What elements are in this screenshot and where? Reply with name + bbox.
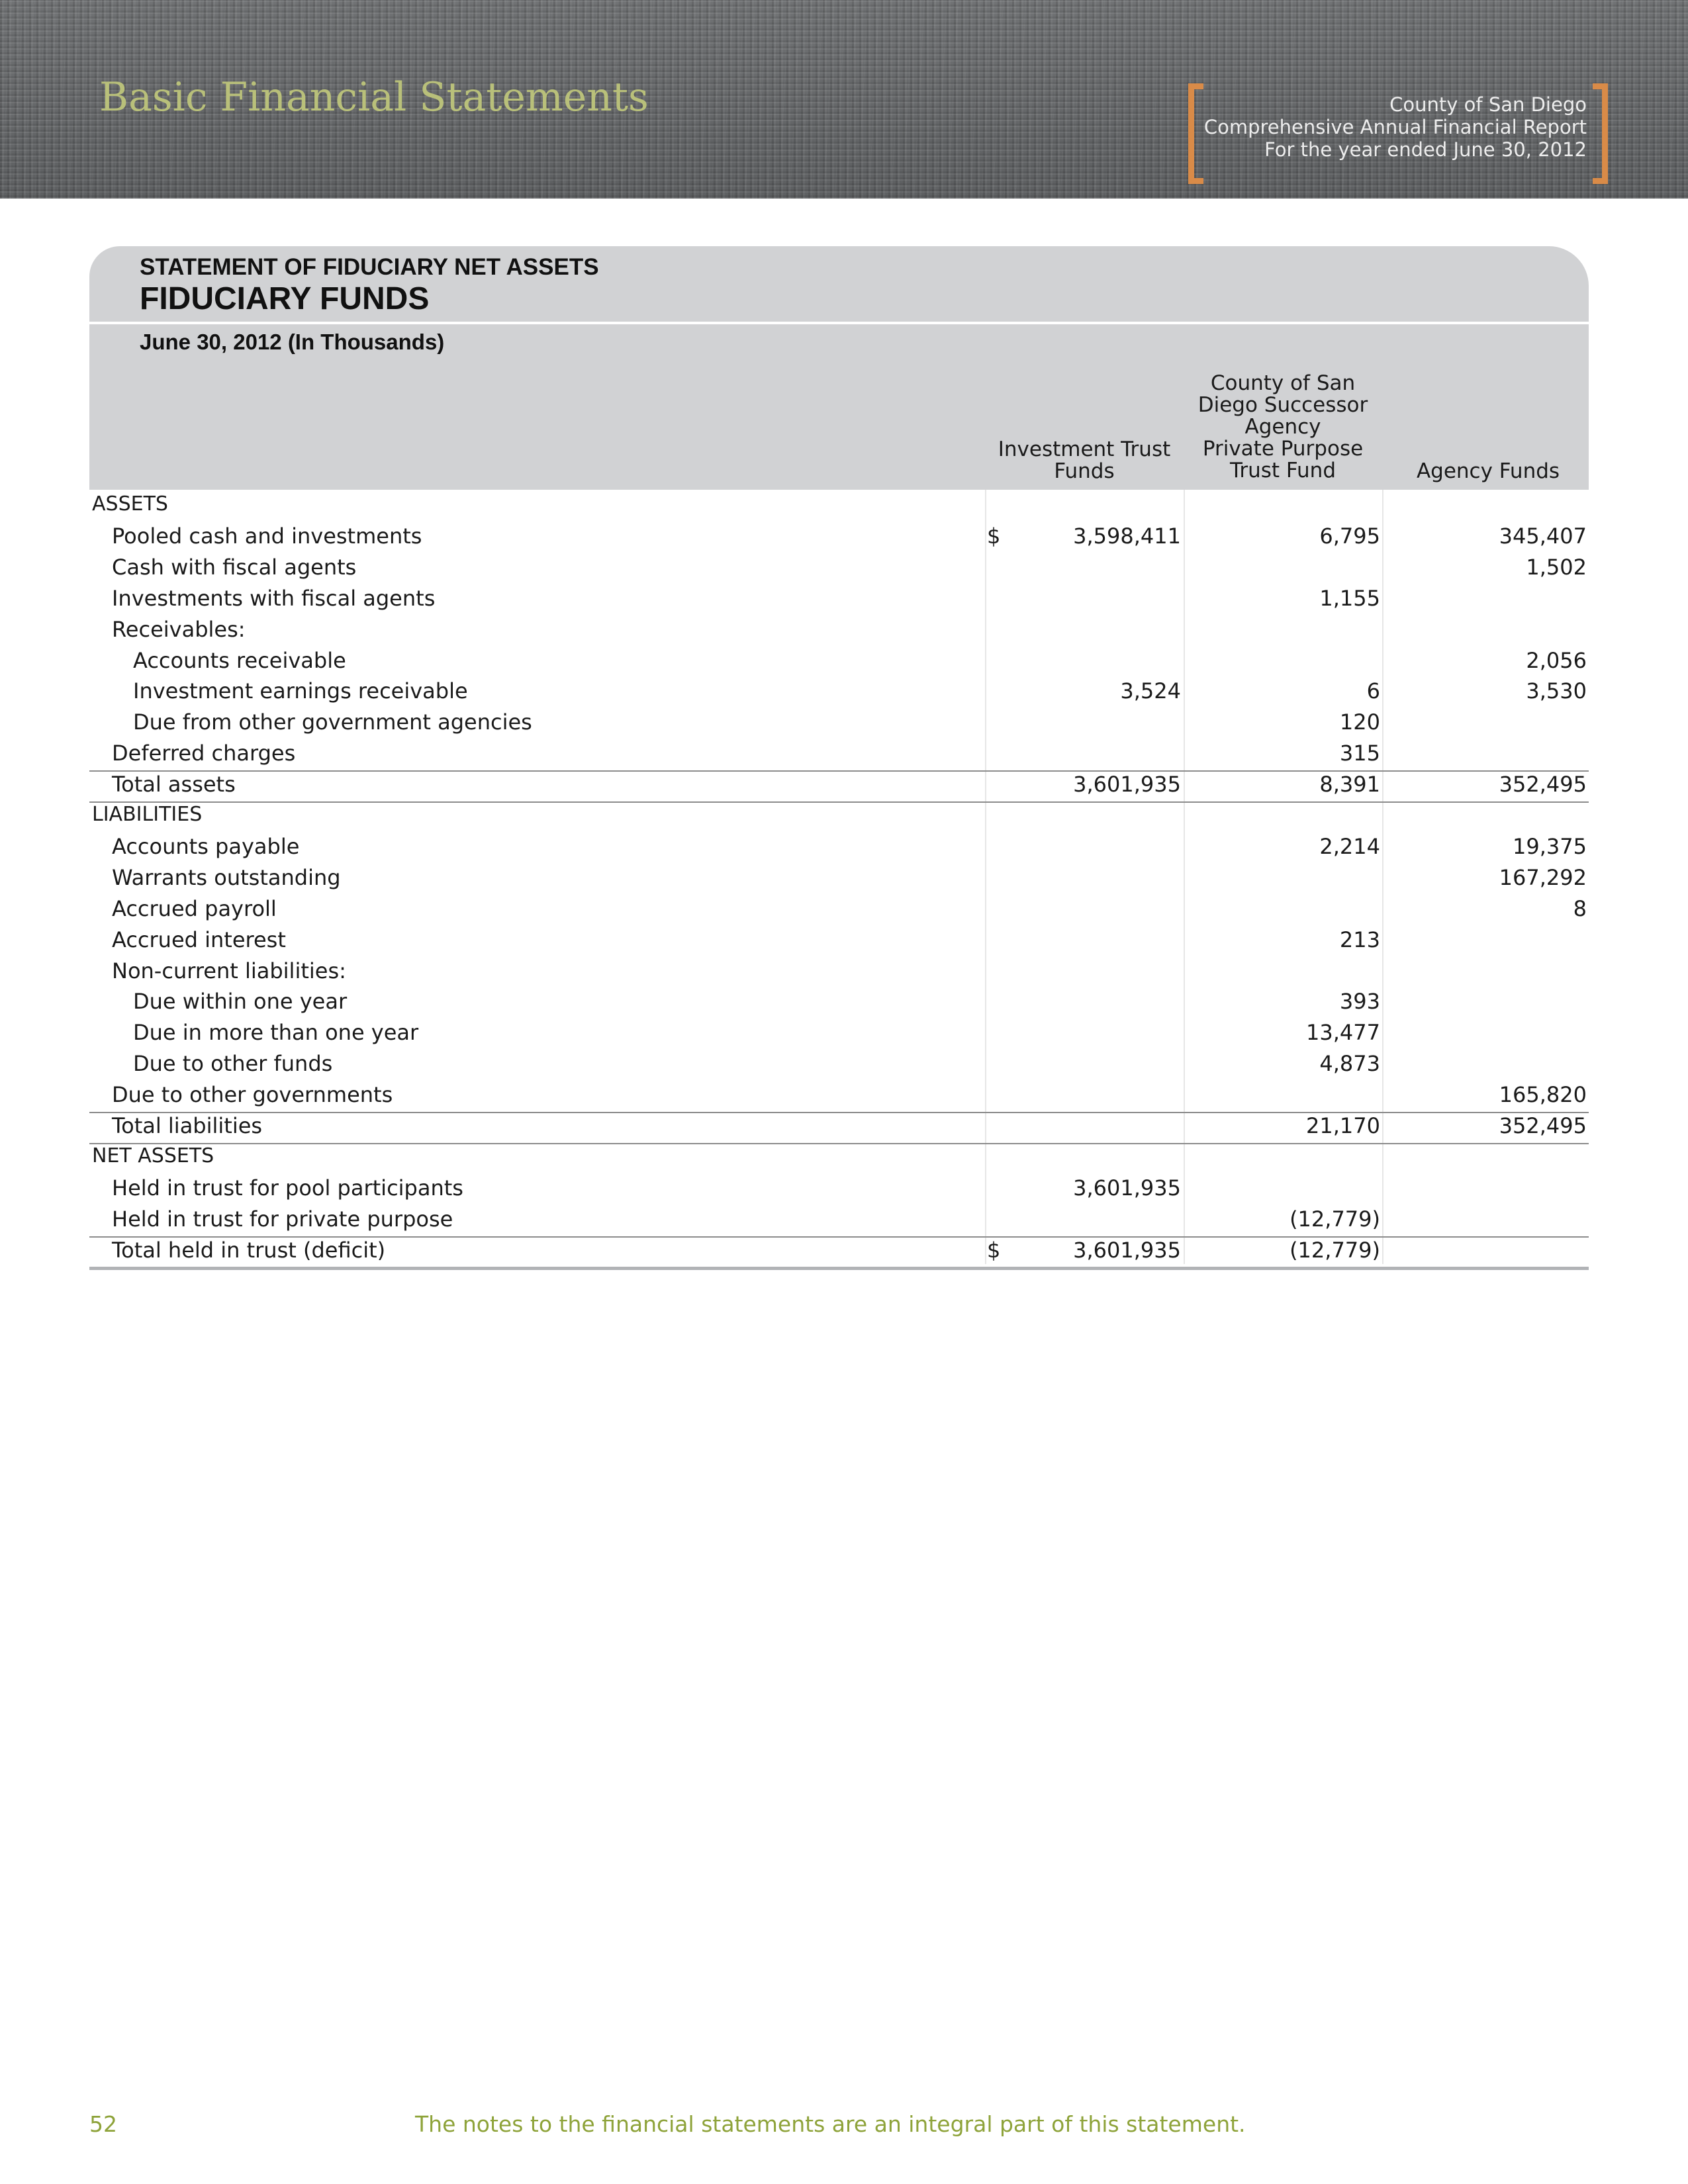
currency-symbol: $ bbox=[987, 1237, 1001, 1263]
agency-funds-value: 8 bbox=[1573, 895, 1587, 921]
row-label: Due to other funds bbox=[133, 1051, 333, 1077]
row-label: Investments with fiscal agents bbox=[112, 585, 436, 611]
table-row bbox=[0, 1048, 1688, 1079]
table-row bbox=[0, 986, 1688, 1017]
report-entity: County of San Diego bbox=[1389, 93, 1587, 116]
agency-funds-value: 165,820 bbox=[1499, 1082, 1587, 1108]
table-row bbox=[0, 614, 1688, 645]
table-row bbox=[0, 893, 1688, 925]
table-row bbox=[0, 1235, 1688, 1266]
row-label: Total assets bbox=[112, 772, 236, 797]
table-row bbox=[0, 1204, 1688, 1235]
private-purpose-value: 213 bbox=[1339, 927, 1380, 952]
private-purpose-value: (12,779) bbox=[1289, 1237, 1380, 1263]
right-bracket-decoration bbox=[1593, 83, 1608, 184]
table-row bbox=[0, 521, 1688, 552]
row-label: Due in more than one year bbox=[133, 1020, 419, 1046]
table-row bbox=[0, 583, 1688, 614]
column-header-investment-trust: Investment Trust Funds bbox=[998, 437, 1171, 483]
table-row bbox=[0, 831, 1688, 862]
agency-funds-value: 167,292 bbox=[1499, 864, 1587, 890]
table-rule bbox=[89, 801, 1589, 803]
section-heading: ASSETS bbox=[92, 492, 168, 516]
private-purpose-value: 6 bbox=[1366, 678, 1380, 704]
table-bottom-rule bbox=[89, 1267, 1589, 1270]
investment-trust-value: 3,601,935 bbox=[1073, 1237, 1181, 1263]
table-row bbox=[0, 956, 1688, 987]
private-purpose-value: 393 bbox=[1339, 989, 1380, 1015]
private-purpose-value: 315 bbox=[1339, 741, 1380, 766]
section-title: Basic Financial Statements bbox=[99, 74, 649, 120]
table-row bbox=[0, 862, 1688, 893]
statement-title: FIDUCIARY FUNDS bbox=[140, 281, 430, 316]
currency-symbol: $ bbox=[987, 523, 1001, 549]
table-row bbox=[0, 1142, 1688, 1173]
page-number: 52 bbox=[89, 2111, 117, 2137]
row-label: Accounts payable bbox=[112, 833, 300, 859]
row-label: Receivables: bbox=[112, 616, 246, 642]
row-label: Accrued payroll bbox=[112, 895, 277, 921]
private-purpose-value: 1,155 bbox=[1319, 585, 1380, 611]
private-purpose-value: (12,779) bbox=[1289, 1206, 1380, 1232]
private-purpose-value: 13,477 bbox=[1306, 1020, 1380, 1046]
private-purpose-value: 8,391 bbox=[1319, 772, 1380, 797]
table-rule bbox=[89, 1112, 1589, 1113]
row-label: Total liabilities bbox=[112, 1113, 263, 1138]
statement-date: June 30, 2012 (In Thousands) bbox=[140, 330, 445, 354]
table-rule bbox=[89, 1143, 1589, 1144]
table-row bbox=[0, 1173, 1688, 1204]
row-label: Pooled cash and investments bbox=[112, 523, 422, 549]
table-rule bbox=[89, 1236, 1589, 1238]
agency-funds-value: 345,407 bbox=[1499, 523, 1587, 549]
table-row bbox=[0, 490, 1688, 521]
footer-note: The notes to the financial statements are an integral part of this statement. bbox=[415, 2111, 1246, 2137]
private-purpose-value: 6,795 bbox=[1319, 523, 1380, 549]
table-row bbox=[0, 1111, 1688, 1142]
table-row bbox=[0, 676, 1688, 707]
private-purpose-value: 120 bbox=[1339, 709, 1380, 735]
row-label: Cash with fiscal agents bbox=[112, 554, 357, 580]
investment-trust-value: 3,601,935 bbox=[1073, 1175, 1181, 1201]
row-label: Accrued interest bbox=[112, 927, 286, 952]
row-label: Warrants outstanding bbox=[112, 864, 341, 890]
row-label: Investment earnings receivable bbox=[133, 678, 468, 704]
row-label: Due from other government agencies bbox=[133, 709, 532, 735]
agency-funds-value: 352,495 bbox=[1499, 772, 1587, 797]
row-label: Total held in trust (deficit) bbox=[112, 1237, 386, 1263]
investment-trust-value: 3,524 bbox=[1120, 678, 1181, 704]
agency-funds-value: 3,530 bbox=[1526, 678, 1587, 704]
report-info bbox=[1204, 93, 1587, 161]
private-purpose-value: 4,873 bbox=[1319, 1051, 1380, 1077]
report-name: Comprehensive Annual Financial Report bbox=[1203, 116, 1587, 138]
agency-funds-value: 19,375 bbox=[1513, 833, 1587, 859]
column-header-private-purpose: County of San Diego Successor Agency Private Purpose Trust Fund bbox=[1197, 371, 1368, 482]
investment-trust-value: 3,601,935 bbox=[1073, 772, 1181, 797]
table-row bbox=[0, 707, 1688, 738]
row-label: Due to other governments bbox=[112, 1082, 393, 1108]
table-row bbox=[0, 1017, 1688, 1048]
table-row bbox=[0, 925, 1688, 956]
table-row bbox=[0, 1079, 1688, 1111]
row-label: Non-current liabilities: bbox=[112, 958, 346, 983]
private-purpose-value: 21,170 bbox=[1306, 1113, 1380, 1138]
row-label: Held in trust for private purpose bbox=[112, 1206, 453, 1232]
row-label: Deferred charges bbox=[112, 741, 296, 766]
section-heading: NET ASSETS bbox=[92, 1144, 214, 1167]
row-label: Accounts receivable bbox=[133, 647, 346, 673]
statement-kicker: STATEMENT OF FIDUCIARY NET ASSETS bbox=[140, 254, 599, 280]
private-purpose-value: 2,214 bbox=[1319, 833, 1380, 859]
table-row bbox=[0, 769, 1688, 800]
section-heading: LIABILITIES bbox=[92, 803, 203, 826]
table-row bbox=[0, 552, 1688, 583]
row-label: Due within one year bbox=[133, 989, 348, 1015]
row-label: Held in trust for pool participants bbox=[112, 1175, 463, 1201]
table-row bbox=[0, 645, 1688, 676]
report-period: For the year ended June 30, 2012 bbox=[1264, 138, 1587, 161]
agency-funds-value: 352,495 bbox=[1499, 1113, 1587, 1138]
left-bracket-decoration bbox=[1188, 83, 1203, 184]
table-rule bbox=[89, 770, 1589, 772]
heading-divider bbox=[89, 322, 1589, 324]
table-row bbox=[0, 800, 1688, 831]
column-header-agency-funds: Agency Funds bbox=[1416, 459, 1560, 483]
agency-funds-value: 1,502 bbox=[1526, 554, 1587, 580]
table-row bbox=[0, 738, 1688, 769]
investment-trust-value: 3,598,411 bbox=[1073, 523, 1181, 549]
agency-funds-value: 2,056 bbox=[1526, 647, 1587, 673]
